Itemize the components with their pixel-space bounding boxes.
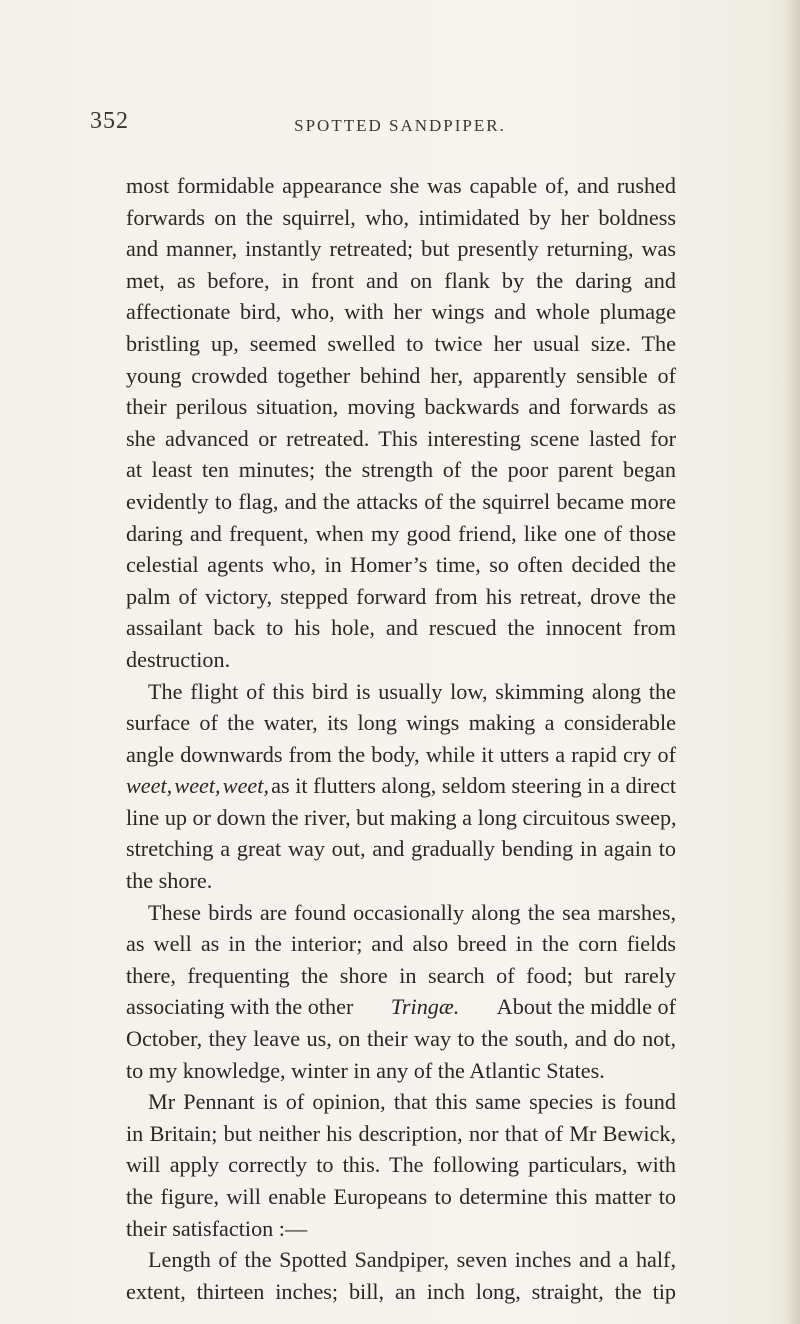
italic-word: weet, bbox=[126, 773, 173, 799]
text-line bbox=[126, 991, 676, 1023]
italic-word: Tringæ. bbox=[390, 994, 460, 1020]
text-line: destruction. bbox=[126, 646, 231, 672]
text-line: and manner, instantly retreated; but presently returning, was bbox=[126, 236, 676, 262]
text-line: the figure, will enable Europeans to determine this matter to bbox=[126, 1184, 676, 1209]
text-line: line up or down the river, but making a long circuitous sweep, bbox=[126, 804, 677, 830]
text-line bbox=[126, 770, 676, 802]
body-text bbox=[126, 170, 676, 1307]
text-line: stretching a great way out, and gradually bending in again to bbox=[126, 836, 676, 862]
line-text: associating with the other bbox=[126, 994, 354, 1020]
page-header bbox=[0, 86, 800, 135]
line-text: as it flutters along, seldom steering in a direct bbox=[271, 773, 676, 799]
italic-word: weet, bbox=[222, 773, 269, 799]
text-line: forwards on the squirrel, who, intimidated by her boldness bbox=[126, 204, 676, 230]
text-line: October, they leave us, on their way to the south, and do not, bbox=[126, 1026, 676, 1052]
text-line: Length of the Spotted Sandpiper, seven inches and a half, bbox=[148, 1247, 676, 1273]
text-line: bristling up, seemed swelled to twice her usual size. The bbox=[126, 330, 676, 356]
text-line: Mr Pennant is of opinion, that this same species is found bbox=[148, 1089, 676, 1115]
running-title: SPOTTED SANDPIPER. bbox=[294, 116, 506, 135]
text-line: met, as before, in front and on flank by the daring and bbox=[126, 267, 676, 293]
text-line: there, frequenting the shore in search of food; but rarely bbox=[126, 962, 676, 988]
text-line: affectionate bird, who, with her wings and whole plumage bbox=[126, 299, 676, 325]
text-line: most formidable appearance she was capable of, and rushed bbox=[126, 173, 676, 198]
text-line: These birds are found occasionally along the sea marshes, bbox=[148, 899, 676, 925]
text-line: assailant back to his hole, and rescued the innocent from bbox=[126, 615, 676, 641]
text-line: in Britain; but neither his description, nor that of Mr Bewick, bbox=[126, 1120, 676, 1146]
text-line: young crowded together behind her, apparently sensible of bbox=[126, 362, 676, 388]
text-line: she advanced or retreated. This interesting scene lasted for bbox=[126, 425, 676, 451]
text-line: at least ten minutes; the strength of the poor parent began bbox=[126, 457, 676, 483]
line-text: About the middle of bbox=[496, 994, 676, 1020]
text-line: daring and frequent, when my good friend, like one of those bbox=[126, 520, 676, 546]
text-line: extent, thirteen inches; bill, an inch long, straight, the tip bbox=[126, 1278, 676, 1304]
text-line: will apply correctly to this. The following particulars, with bbox=[126, 1152, 676, 1178]
text-line: to my knowledge, winter in any of the Atlantic States. bbox=[126, 1057, 605, 1083]
text-line: celestial agents who, in Homer’s time, so often decided the bbox=[126, 552, 676, 578]
text-line: angle downwards from the body, while it utters a rapid cry of bbox=[126, 741, 676, 767]
text-line: surface of the water, its long wings making a considerable bbox=[126, 710, 676, 736]
italic-word: weet, bbox=[174, 773, 221, 799]
text-line: palm of victory, stepped forward from his retreat, drove the bbox=[126, 583, 676, 609]
text-line: their perilous situation, moving backwards and forwards as bbox=[126, 394, 676, 420]
text-line: evidently to flag, and the attacks of the squirrel became more bbox=[126, 488, 676, 514]
page-number: 352 bbox=[90, 108, 129, 134]
text-line: their satisfaction :— bbox=[126, 1215, 308, 1241]
text-line: as well as in the interior; and also breed in the corn fields bbox=[126, 931, 676, 957]
text-line: the shore. bbox=[126, 868, 213, 894]
page-edge-shadow bbox=[786, 0, 800, 1324]
text-line: The flight of this bird is usually low, skimming along the bbox=[148, 678, 676, 704]
